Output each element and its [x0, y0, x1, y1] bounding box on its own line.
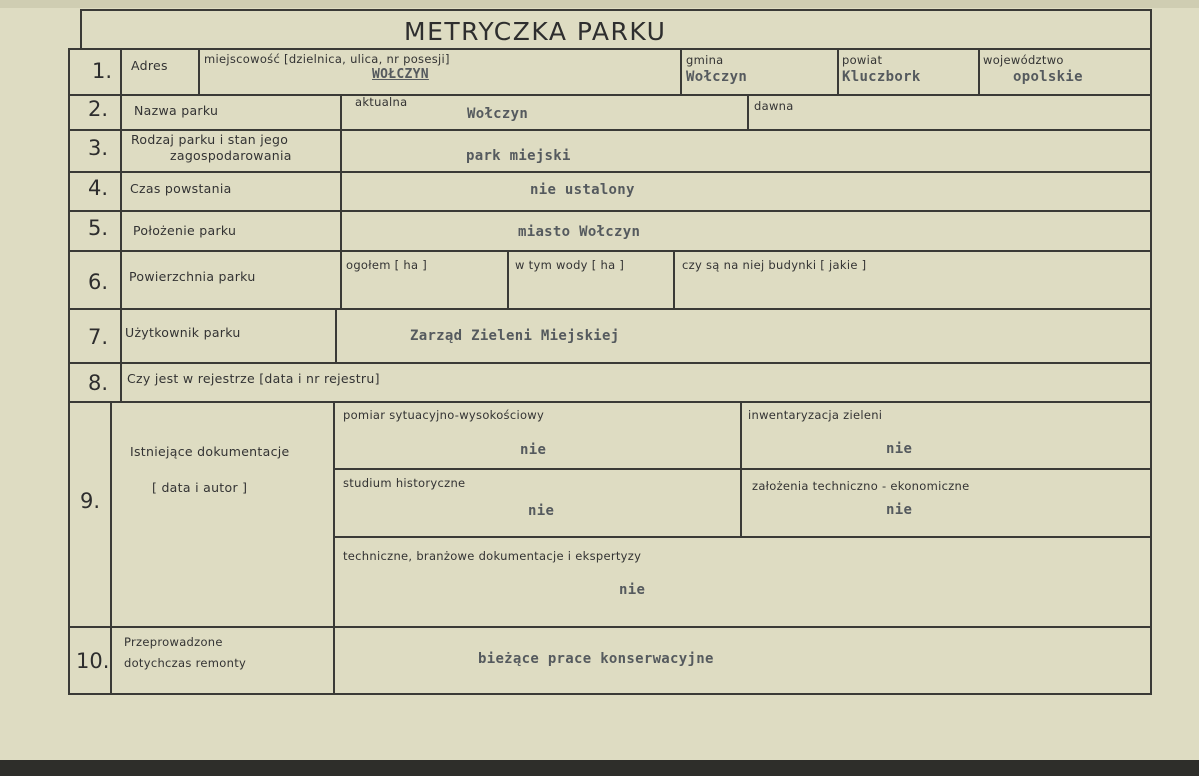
row-line-3 [68, 171, 1152, 173]
r1-divider-wojewodztwo [978, 48, 980, 94]
register-label: Czy jest w rejestrze [data i nr rejestru] [127, 371, 380, 386]
technical-docs-label: techniczne, branżowe dokumentacje i ekspertyzy [343, 549, 642, 563]
wojewodztwo-value: opolskie [1013, 69, 1083, 85]
park-type-label-line1: Rodzaj parku i stan jego [131, 132, 289, 147]
r1-divider-gmina [680, 48, 682, 94]
row-line-8 [68, 401, 1152, 403]
r9-middle-divider [740, 401, 742, 536]
park-name-label: Nazwa parku [134, 103, 219, 118]
economic-assumptions-label: założenia techniczno - ekonomiczne [752, 479, 970, 493]
r1-divider-powiat [837, 48, 839, 94]
documentation-label-line2: [ data i autor ] [152, 480, 248, 495]
row-number-4: 4. [88, 176, 109, 200]
area-label: Powierzchnia parku [129, 269, 256, 284]
frame-top [80, 9, 1152, 11]
row-line-4 [68, 210, 1152, 212]
powiat-label: powiat [842, 53, 883, 67]
page-title: METRYCZKA PARKU [404, 17, 667, 46]
frame-bottom [68, 693, 1152, 695]
gmina-label: gmina [686, 53, 724, 67]
r6-divider-buildings [673, 250, 675, 308]
creation-time-label: Czas powstania [130, 181, 232, 196]
survey-value: nie [520, 442, 547, 458]
row-number-6: 6. [88, 270, 109, 294]
number-column-divider [120, 48, 122, 401]
row-number-8: 8. [88, 371, 109, 395]
creation-time-value: nie ustalony [530, 182, 635, 198]
greenery-inventory-label: inwentaryzacja zieleni [748, 408, 883, 422]
renovations-value: bieżące prace konserwacyjne [478, 651, 714, 667]
buildings-label: czy są na niej budynki [ jakie ] [682, 258, 867, 272]
park-user-label: Użytkownik parku [125, 325, 241, 340]
frame-left-upper [80, 9, 82, 49]
row-number-3: 3. [88, 136, 109, 160]
survey-label: pomiar sytuacyjno-wysokościowy [343, 408, 545, 422]
current-name-value: Wołczyn [467, 106, 529, 122]
row-number-7: 7. [88, 325, 109, 349]
label-column-divider-upper [340, 94, 342, 308]
r6-divider-water [507, 250, 509, 308]
former-name-label: dawna [754, 99, 794, 113]
row-number-10: 10. [76, 649, 110, 673]
total-area-label: ogołem [ ha ] [346, 258, 428, 272]
technical-docs-value: nie [619, 582, 646, 598]
greenery-inventory-value: nie [886, 441, 913, 457]
frame-right [1150, 9, 1152, 693]
renovations-label-line2: dotychczas remonty [124, 656, 247, 670]
row-line-2 [68, 129, 1152, 131]
r2-divider-former [747, 94, 749, 129]
historical-study-label: studium historyczne [343, 476, 466, 490]
row-line-5 [68, 250, 1152, 252]
economic-assumptions-value: nie [886, 502, 913, 518]
documentation-label-line1: Istniejące dokumentacje [130, 444, 290, 459]
label-column-divider-lower [333, 401, 335, 695]
row-line-9-inner-b [333, 536, 1152, 538]
renovations-label-line1: Przeprowadzone [124, 635, 223, 649]
row-number-5: 5. [88, 216, 109, 240]
water-area-label: w tym wody [ ha ] [515, 258, 625, 272]
r1-divider-address [198, 48, 200, 94]
park-type-value: park miejski [466, 148, 571, 164]
powiat-value: Kluczbork [842, 69, 921, 85]
current-name-label: aktualna [355, 95, 408, 109]
row-number-1: 1. [92, 59, 113, 83]
row-number-9: 9. [80, 489, 101, 513]
address-label: Adres [131, 58, 168, 73]
location-label: Położenie parku [133, 223, 237, 238]
row-number-2: 2. [88, 97, 109, 121]
location-value: miasto Wołczyn [518, 224, 641, 240]
wojewodztwo-label: województwo [983, 53, 1064, 67]
locality-value: WOŁCZYN [372, 67, 429, 82]
row-line-9 [68, 626, 1152, 628]
row-line-1 [68, 94, 1152, 96]
gmina-value: Wołczyn [686, 69, 748, 85]
row-line-6 [68, 308, 1152, 310]
number-column-divider-lower [110, 401, 112, 695]
park-user-value: Zarząd Zieleni Miejskiej [410, 328, 620, 344]
park-type-label-line2: zagospodarowania [170, 148, 292, 163]
r7-divider [335, 308, 337, 362]
frame-left [68, 48, 70, 695]
locality-label: miejscowość [dzielnica, ulica, nr posesji] [204, 52, 450, 66]
row-line-9-inner-a [333, 468, 1152, 470]
row-line-title [68, 48, 1152, 50]
historical-study-value: nie [528, 503, 555, 519]
row-line-7 [68, 362, 1152, 364]
